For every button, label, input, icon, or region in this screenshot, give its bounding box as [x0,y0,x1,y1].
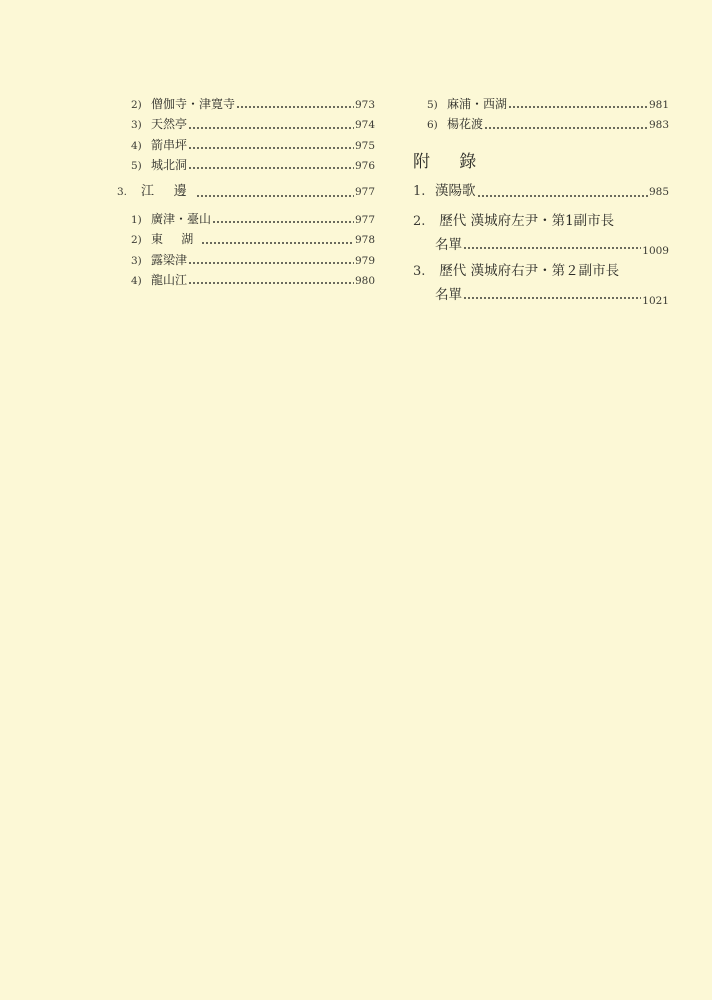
entry-title: 麻浦・西湖 [447,97,508,111]
toc-entry [117,250,375,270]
toc-entry [413,114,669,134]
dot-leader [188,127,354,129]
appendix-entry [413,259,669,305]
section-title: 江 邊 [141,184,195,200]
dot-leader [188,262,354,264]
entry-page-number: 974 [354,119,375,132]
entry-title: 露梁津 [151,252,188,267]
entry-number: 3. [413,263,426,279]
toc-entry [117,270,375,290]
section-number: 3. [117,186,128,199]
entry-page-number: 979 [354,254,375,267]
entry-number: 2. [413,213,426,229]
entry-page-number: 978 [354,234,375,247]
toc-right-column [413,94,669,305]
entry-number: 4) [131,139,142,152]
dot-leader [463,297,641,299]
toc-entry [117,155,375,175]
toc-entry [117,94,375,114]
entry-page-number: 983 [648,119,669,132]
toc-entry [117,114,375,134]
section-page-number: 977 [354,186,375,199]
toc-entry [413,94,669,114]
entry-number: 1) [131,214,142,227]
dot-leader [477,195,648,197]
entry-number: 5) [427,99,438,111]
entry-title: 漢陽歌 [435,182,476,199]
entry-title: 廣津・臺山 [151,212,212,227]
appendix-entry [413,209,669,255]
entry-title: 東 湖 [151,232,201,247]
toc-left-column [117,94,375,290]
dot-leader [236,106,354,108]
entry-number: 2) [131,99,142,111]
dot-leader [212,221,354,223]
dot-leader [201,242,354,244]
dot-leader [463,247,641,249]
dot-leader [484,127,648,129]
entry-title: 歷代 漢城府左尹・第1副市長 [439,212,615,229]
entry-title: 龍山江 [151,273,188,288]
entry-number: 3) [131,254,142,267]
entry-page-number: 1021 [642,294,669,307]
entry-title: 城北洞 [151,157,188,172]
entry-page-number: 981 [648,99,669,111]
appendix-heading: 附 錄 [413,151,489,172]
toc-entry [117,229,375,249]
entry-page-number: 976 [354,159,375,172]
entry-page-number: 977 [354,214,375,227]
dot-leader [188,282,354,284]
entry-number: 2) [131,234,142,247]
entry-title: 楊花渡 [447,117,484,132]
entry-page-number: 1009 [642,244,669,257]
toc-entry [117,209,375,229]
entry-number: 3) [131,119,142,132]
toc-section-entry [117,181,375,203]
entry-title: 天然亭 [151,117,188,132]
entry-title-continuation: 名單 [435,236,462,253]
entry-title-continuation: 名單 [435,286,462,303]
entry-page-number: 985 [648,185,669,198]
dot-leader [188,147,354,149]
entry-number: 5) [131,159,142,172]
entry-number: 4) [131,275,142,288]
dot-leader [196,195,354,197]
toc-entry [117,135,375,155]
dot-leader [508,106,648,108]
appendix-entry [413,179,669,203]
entry-title: 箭串坪 [151,137,188,152]
dot-leader [188,167,354,169]
entry-page-number: 975 [354,139,375,152]
entry-title: 僧伽寺・津寛寺 [151,97,236,111]
entry-number: 6) [427,119,438,132]
entry-page-number: 973 [354,99,375,111]
entry-page-number: 980 [354,275,375,288]
entry-number: 1. [413,183,426,199]
entry-title: 歷代 漢城府右尹・第２副市長 [439,262,620,279]
